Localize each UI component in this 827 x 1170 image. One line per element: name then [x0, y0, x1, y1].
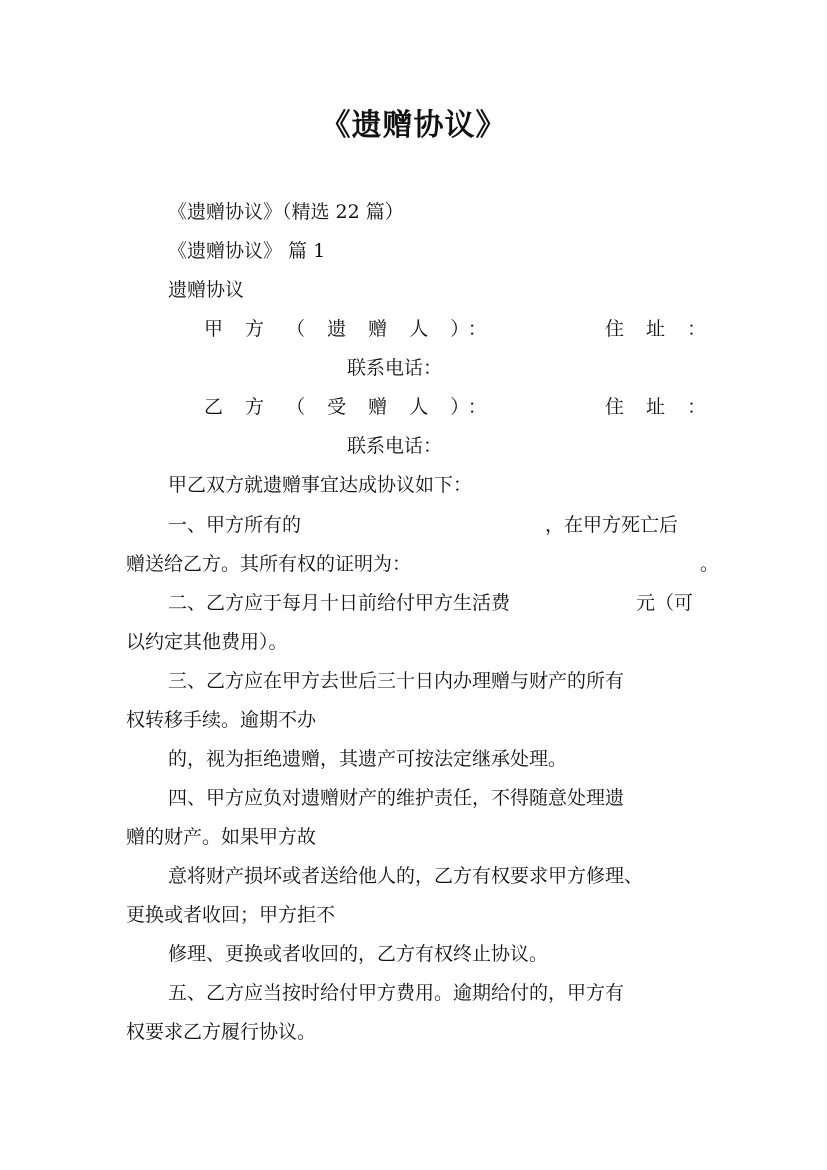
clause-3-line-3: 的，视为拒绝遗赠，其遗产可按法定继承处理。: [168, 748, 568, 770]
party-b-phone-label: 联系电话：: [347, 435, 443, 457]
party-a-phone-label: 联系电话：: [347, 357, 443, 379]
clause-2-start: 二、乙方应于每月十日前给付甲方生活费: [168, 592, 511, 614]
clause-4-line-5: 修理、更换或者收回的，乙方有权终止协议。: [168, 943, 549, 965]
section-heading: 《遗赠协议》 篇 1: [168, 240, 326, 262]
party-b-label: 乙 方 （ 受 赠 人 ）：: [204, 396, 495, 418]
clause-4-line-4: 更换或者收回；甲方拒不: [126, 904, 336, 926]
clause-1-start: 一、甲方所有的: [168, 514, 302, 536]
clause-5-line-1: 五、乙方应当按时给付甲方费用。逾期给付的，甲方有: [168, 982, 625, 1004]
clause-2-cont: 以约定其他费用）。: [126, 631, 288, 653]
clause-1-end: 。: [700, 553, 720, 575]
clause-5-line-2: 权要求乙方履行协议。: [126, 1021, 317, 1043]
party-b-address-label: 住 址 ：: [605, 396, 715, 418]
document-subtitle: 《遗赠协议》（精选 22 篇）: [168, 201, 404, 223]
doc-name: 遗赠协议: [168, 279, 245, 301]
document-title: 《遗赠协议》: [320, 108, 507, 143]
clause-1-mid: ，在甲方死亡后: [545, 514, 679, 536]
clause-2-mid: 元（可: [636, 592, 694, 614]
clause-4-line-2: 赠的财产。如果甲方故: [126, 826, 317, 848]
intro-text: 甲乙双方就遗赠事宜达成协议如下：: [168, 474, 473, 496]
clause-4-line-3: 意将财产损坏或者送给他人的，乙方有权要求甲方修理、: [168, 865, 644, 887]
clause-4-line-1: 四、甲方应负对遗赠财产的维护责任，不得随意处理遗: [168, 787, 625, 809]
party-a-label: 甲 方 （ 遗 赠 人 ）：: [204, 318, 495, 340]
clause-1-cont: 赠送给乙方。其所有权的证明为：: [126, 553, 412, 575]
clause-3-line-2: 权转移手续。逾期不办: [126, 709, 317, 731]
party-a-address-label: 住 址 ：: [605, 318, 715, 340]
clause-3-line-1: 三、乙方应在甲方去世后三十日内办理赠与财产的所有: [168, 670, 625, 692]
